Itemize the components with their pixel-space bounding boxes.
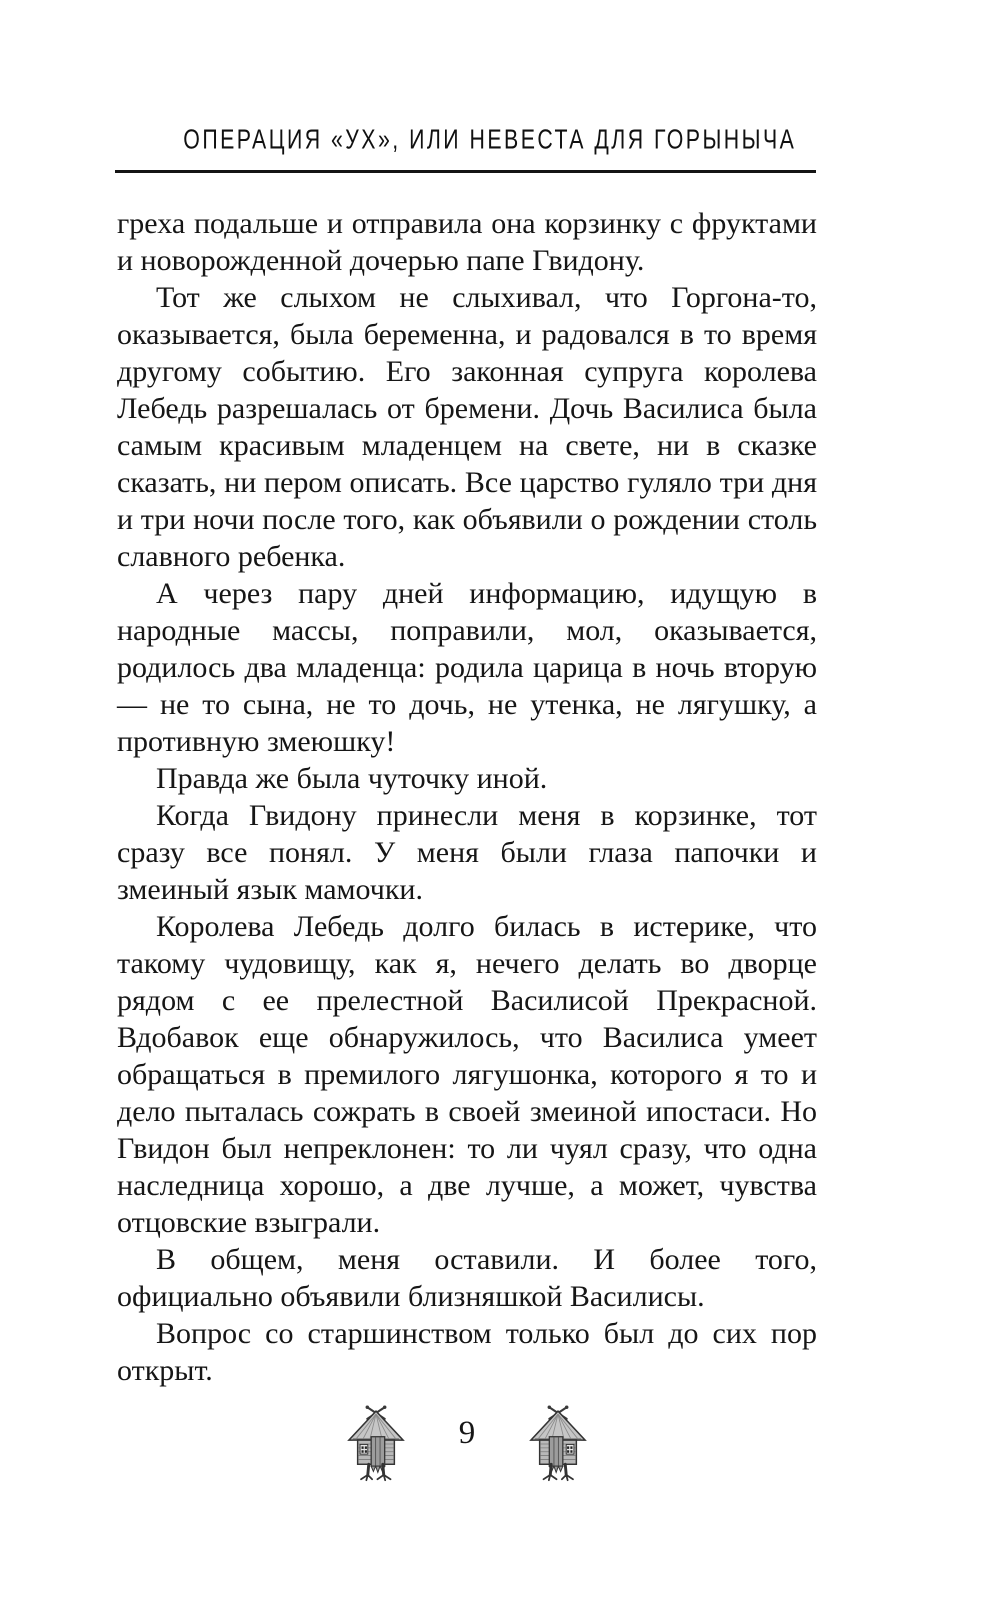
page-text: [117, 205, 817, 1389]
hut-on-chicken-legs-icon: [347, 1403, 405, 1483]
header-rule: [115, 170, 816, 173]
paragraph: А через пару дней информацию, идущую в народные массы, поправили, мол, оказывается, родилось два младенца: родила царица в ночь вторую — не то сына, не то дочь, не утенка, не лягушку, а противную змеюшку!: [117, 577, 817, 758]
paragraph: Правда же была чуточку иной.: [156, 762, 548, 795]
running-header: [116, 124, 816, 155]
chapter-title: ОПЕРАЦИЯ «УХ», ИЛИ НЕВЕСТА ДЛЯ ГОРЫНЫЧА: [183, 123, 797, 155]
paragraph: Тот же слыхом не слыхивал, что Горгона-то, оказывается, была беременна, и радовался в то время другому событию. Его законная супруга королева Лебедь разрешалась от бремени. Дочь Василиса была самым красивым младенцем на свете, ни в сказке сказать, ни пером описать. Все царство гуляло три дня и три ночи после того, как объявили о рождении столь славного ребенка.: [117, 281, 817, 573]
paragraph: Королева Лебедь долго билась в истерике, что такому чудовищу, как я, нечего делать во дворце рядом с ее прелестной Василисой Прекрасной. Вдобавок еще обнаружилось, что Василиса умеет обращаться в премилого лягушонка, которого я то и дело пыталась сожрать в своей змеиной ипостаси. Но Гвидон был непреклонен: то ли чуял сразу, что одна наследница хорошо, а две лучше, а может, чувства отцовские взыграли.: [117, 910, 817, 1239]
hut-on-chicken-legs-icon: [529, 1403, 587, 1483]
paragraph: Вопрос со старшинством только был до сих пор открыт.: [117, 1317, 817, 1387]
page-number: 9: [458, 1414, 476, 1451]
paragraph: В общем, меня оставили. И более того, официально объявили близняшкой Василисы.: [117, 1243, 817, 1313]
paragraph: греха подальше и отправила она корзинку с фруктами и новорожденной дочерью папе Гвидону.: [117, 207, 817, 277]
page-footer: [117, 1403, 817, 1483]
paragraph: Когда Гвидону принесли меня в корзинке, тот сразу все понял. У меня были глаза папочки и змеиный язык мамочки.: [117, 799, 817, 906]
